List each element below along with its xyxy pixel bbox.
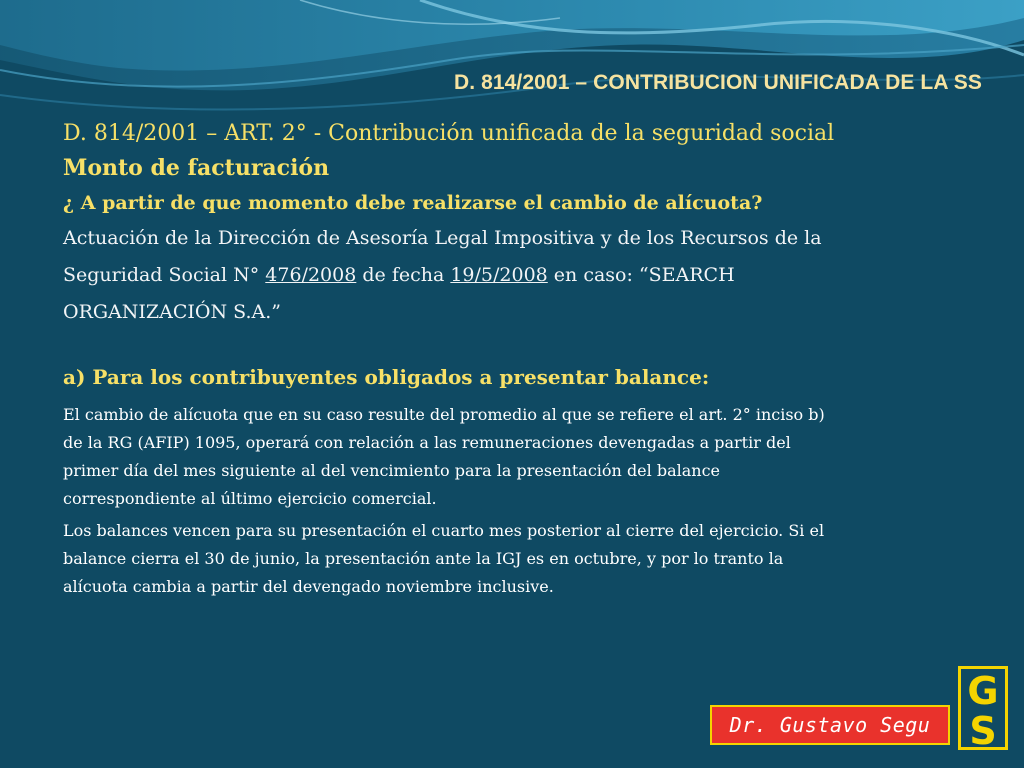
actuacion-line-2-mid: de fecha <box>356 264 451 286</box>
paragraph-1-line: primer día del mes siguiente al del vencimiento para la presentación del balance <box>63 461 721 480</box>
paragraph-2-line: Los balances vencen para su presentación el cuarto mes posterior al cierre del ejercicio. Si el <box>63 521 825 540</box>
paragraph-1-line: de la RG (AFIP) 1095, operará con relación a las remuneraciones devengadas a partir del <box>63 433 791 452</box>
paragraph-2 <box>63 517 983 601</box>
logo-letter-s: S <box>969 709 997 750</box>
signature-text: Dr. Gustavo Segu <box>729 713 931 737</box>
actuacion-line-2 <box>63 257 983 294</box>
actuacion-line-1: Actuación de la Dirección de Asesoría Legal Impositiva y de los Recursos de la <box>63 227 822 249</box>
slide-content <box>63 118 983 601</box>
paragraph-1-line: correspondiente al último ejercicio comercial. <box>63 489 437 508</box>
signature-badge <box>710 705 950 745</box>
slide-heading: D. 814/2001 – ART. 2° - Contribución unificada de la seguridad social <box>63 121 835 146</box>
paragraph-2-line: alícuota cambia a partir del devengado noviembre inclusive. <box>63 577 554 596</box>
actuacion-line-2-pre: Seguridad Social N° <box>63 264 266 286</box>
paragraph-1 <box>63 401 983 513</box>
paragraph-1-line: El cambio de alícuota que en su caso resulte del promedio al que se refiere el art. 2° inciso b) <box>63 405 825 424</box>
actuacion-number: 476/2008 <box>265 264 357 286</box>
paragraph-2-line: balance cierra el 30 de junio, la presentación ante la IGJ es en octubre, y por lo tranto la <box>63 549 784 568</box>
gs-logo <box>958 666 1008 750</box>
actuacion-line-2-post: en caso: “SEARCH <box>547 264 735 286</box>
actuacion-date: 19/5/2008 <box>450 264 548 286</box>
wave-decoration <box>0 0 1024 130</box>
actuacion-block <box>63 220 983 331</box>
question: ¿ A partir de que momento debe realizarse el cambio de alícuota? <box>63 192 763 214</box>
actuacion-line-3: ORGANIZACIÓN S.A.” <box>63 301 281 323</box>
logo-letter-g: G <box>967 669 999 713</box>
section-a-heading: a) Para los contribuyentes obligados a presentar balance: <box>63 365 710 389</box>
slide-title: D. 814/2001 – CONTRIBUCION UNIFICADA DE LA SS <box>453 71 982 94</box>
slide-subheading: Monto de facturación <box>63 155 330 181</box>
